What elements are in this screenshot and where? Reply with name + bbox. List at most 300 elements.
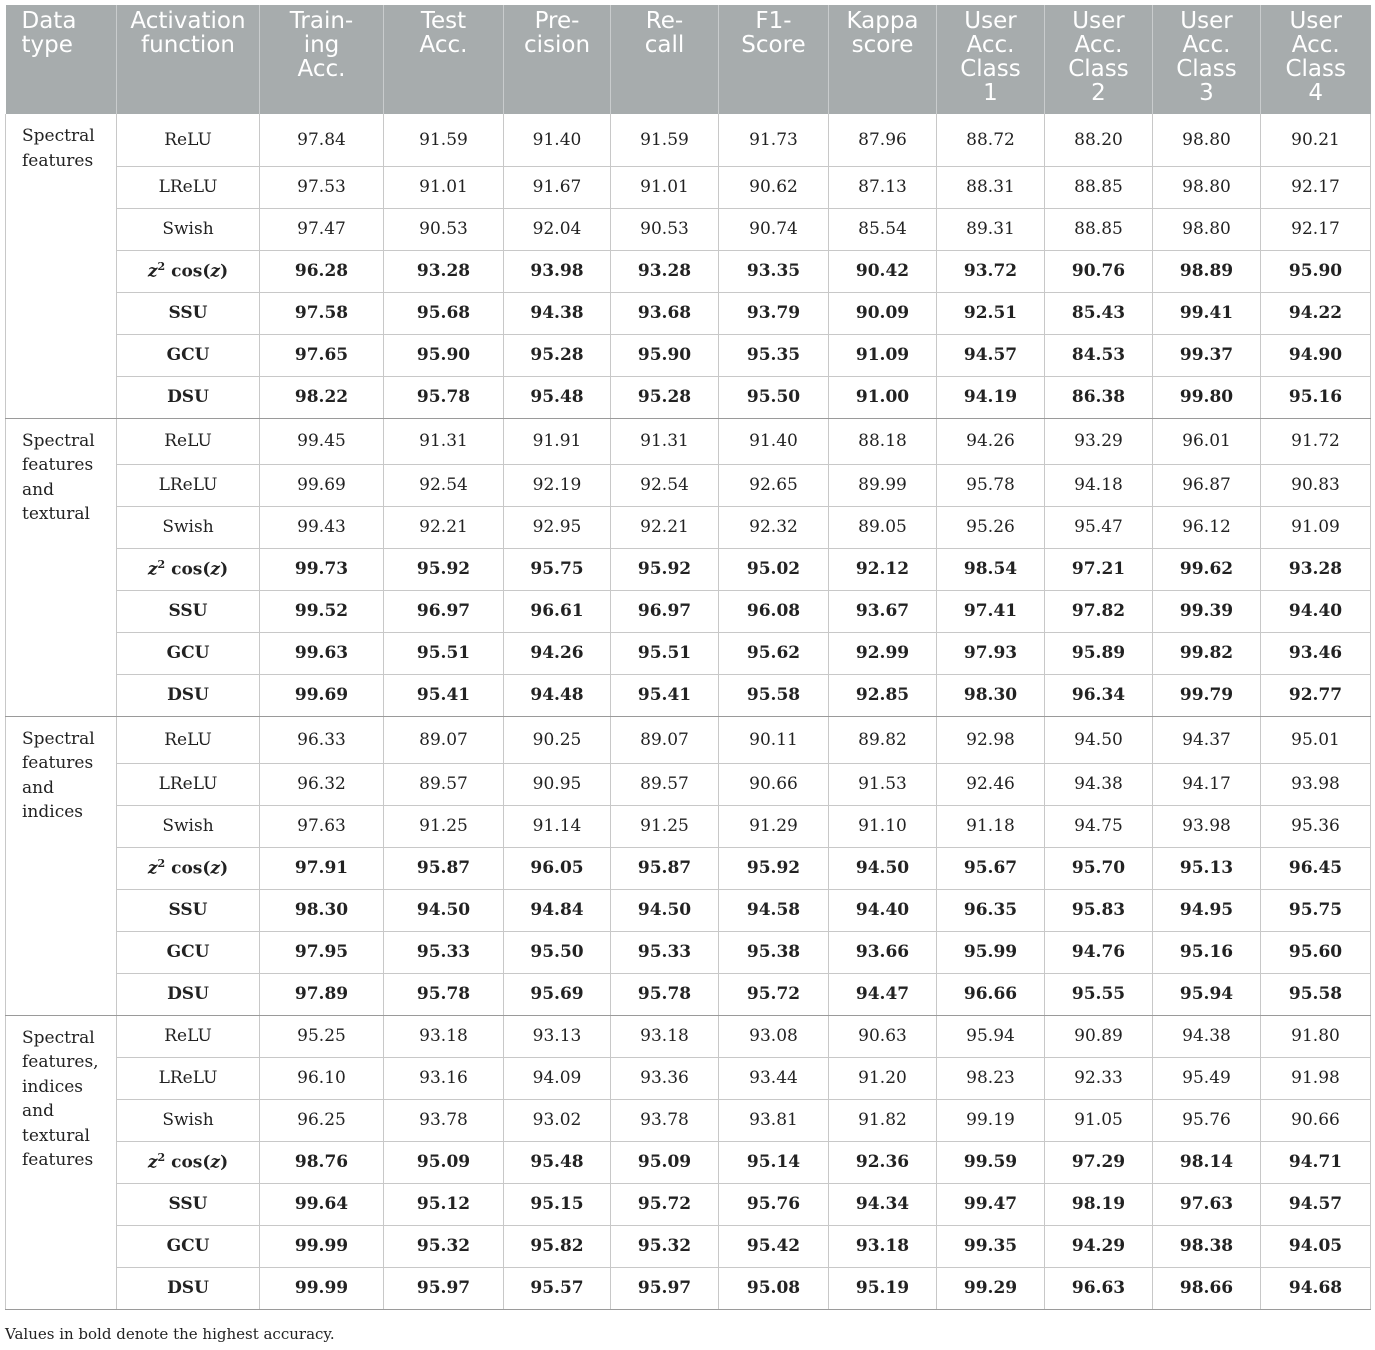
metric-value-cell: 93.18: [611, 1015, 719, 1057]
table-row: [6, 632, 1371, 674]
metric-value-cell: 93.28: [611, 250, 719, 292]
data-type-line: features: [22, 753, 94, 773]
data-type-line: indices: [22, 802, 84, 822]
activation-function-cell: Swish: [117, 805, 260, 847]
table-row: [6, 548, 1371, 590]
metric-value-cell: 91.14: [504, 805, 611, 847]
metric-value-cell: 98.19: [1045, 1183, 1153, 1225]
metric-value-cell: 95.82: [504, 1225, 611, 1267]
table-body: [6, 114, 1371, 1309]
table-row: [6, 418, 1371, 464]
table-row: [6, 973, 1371, 1015]
metric-value-cell: 99.19: [937, 1099, 1045, 1141]
column-header-line: 3: [1199, 80, 1214, 106]
metric-value-cell: 91.59: [384, 114, 504, 166]
activation-function-cell: SSU: [117, 590, 260, 632]
metric-value-cell: 91.67: [504, 166, 611, 208]
metric-value-cell: 95.99: [937, 931, 1045, 973]
metric-value-cell: 90.11: [719, 716, 829, 763]
metric-value-cell: 91.73: [719, 114, 829, 166]
metric-value-cell: 92.17: [1261, 166, 1371, 208]
metric-value-cell: 99.41: [1153, 292, 1261, 334]
metric-value-cell: 94.71: [1261, 1141, 1371, 1183]
metric-value-cell: 91.18: [937, 805, 1045, 847]
column-header: [260, 5, 384, 114]
metric-value-cell: 94.34: [829, 1183, 937, 1225]
table-row: [6, 1183, 1371, 1225]
data-type-cell: [6, 716, 117, 1015]
table-row: [6, 590, 1371, 632]
metric-value-cell: 96.45: [1261, 847, 1371, 889]
metric-value-cell: 95.25: [260, 1015, 384, 1057]
data-type-line: features: [22, 1150, 94, 1170]
metric-value-cell: 90.25: [504, 716, 611, 763]
metric-value-cell: 94.50: [829, 847, 937, 889]
column-header-line: Activation: [130, 8, 246, 34]
metric-value-cell: 92.51: [937, 292, 1045, 334]
column-header-line: Class: [1068, 56, 1129, 82]
activation-function-cell: GCU: [117, 1225, 260, 1267]
metric-value-cell: 99.39: [1153, 590, 1261, 632]
metric-value-cell: 92.19: [504, 464, 611, 506]
activation-function-cell: ReLU: [117, 1015, 260, 1057]
metric-value-cell: 99.82: [1153, 632, 1261, 674]
metric-value-cell: 97.89: [260, 973, 384, 1015]
metric-value-cell: 97.65: [260, 334, 384, 376]
metric-value-cell: 92.99: [829, 632, 937, 674]
metric-value-cell: 85.43: [1045, 292, 1153, 334]
metric-value-cell: 94.38: [504, 292, 611, 334]
metric-value-cell: 89.57: [384, 763, 504, 805]
metric-value-cell: 96.61: [504, 590, 611, 632]
metric-value-cell: 95.33: [611, 931, 719, 973]
table-row: [6, 250, 1371, 292]
metric-value-cell: 99.45: [260, 418, 384, 464]
metric-value-cell: 93.98: [1153, 805, 1261, 847]
metric-value-cell: 99.37: [1153, 334, 1261, 376]
metric-value-cell: 95.69: [504, 973, 611, 1015]
metric-value-cell: 92.54: [611, 464, 719, 506]
table-row: [6, 1141, 1371, 1183]
metric-value-cell: 99.99: [260, 1225, 384, 1267]
metric-value-cell: 96.97: [384, 590, 504, 632]
column-header-line: F1-: [755, 8, 792, 34]
metric-value-cell: 95.75: [504, 548, 611, 590]
table-row: [6, 1057, 1371, 1099]
metric-value-cell: 88.20: [1045, 114, 1153, 166]
metric-value-cell: 93.18: [384, 1015, 504, 1057]
data-type-line: textural: [22, 1125, 90, 1146]
metric-value-cell: 96.97: [611, 590, 719, 632]
metric-value-cell: 93.29: [1045, 418, 1153, 464]
data-type-line: features: [22, 455, 94, 475]
column-header-line: Class: [960, 56, 1021, 82]
metric-value-cell: 94.75: [1045, 805, 1153, 847]
metric-value-cell: 95.90: [1261, 250, 1371, 292]
metric-value-cell: 99.29: [937, 1267, 1045, 1309]
metric-value-cell: 84.53: [1045, 334, 1153, 376]
metric-value-cell: 99.69: [260, 464, 384, 506]
metric-value-cell: 99.79: [1153, 674, 1261, 716]
metric-value-cell: 93.28: [384, 250, 504, 292]
metric-value-cell: 97.21: [1045, 548, 1153, 590]
metric-value-cell: 95.92: [719, 847, 829, 889]
metric-value-cell: 98.80: [1153, 208, 1261, 250]
metric-value-cell: 94.57: [937, 334, 1045, 376]
data-type-line: textural: [22, 504, 90, 524]
data-type-line: and: [22, 777, 54, 798]
data-type-cell: [6, 418, 117, 716]
metric-value-cell: 95.36: [1261, 805, 1371, 847]
metric-value-cell: 99.80: [1153, 376, 1261, 418]
activation-function-cell: ReLU: [117, 716, 260, 763]
metric-value-cell: 94.19: [937, 376, 1045, 418]
metric-value-cell: 95.97: [611, 1267, 719, 1309]
metric-value-cell: 95.72: [719, 973, 829, 1015]
metric-value-cell: 93.98: [504, 250, 611, 292]
metric-value-cell: 95.16: [1153, 931, 1261, 973]
metric-value-cell: 93.02: [504, 1099, 611, 1141]
metric-value-cell: 95.55: [1045, 973, 1153, 1015]
metric-value-cell: 95.62: [719, 632, 829, 674]
column-header: [117, 5, 260, 114]
table-row: [6, 114, 1371, 166]
metric-value-cell: 91.40: [719, 418, 829, 464]
column-header-line: User: [964, 8, 1017, 34]
metric-value-cell: 92.12: [829, 548, 937, 590]
metric-value-cell: 96.32: [260, 763, 384, 805]
metric-value-cell: 95.13: [1153, 847, 1261, 889]
metric-value-cell: 95.60: [1261, 931, 1371, 973]
table-row: [6, 292, 1371, 334]
metric-value-cell: 95.15: [504, 1183, 611, 1225]
metric-value-cell: 95.32: [611, 1225, 719, 1267]
metric-value-cell: 94.09: [504, 1057, 611, 1099]
metric-value-cell: 95.94: [1153, 973, 1261, 1015]
metric-value-cell: 95.75: [1261, 889, 1371, 931]
metric-value-cell: 94.84: [504, 889, 611, 931]
table-row: [6, 1099, 1371, 1141]
metric-value-cell: 96.87: [1153, 464, 1261, 506]
activation-function-cell: GCU: [117, 931, 260, 973]
metric-value-cell: 94.90: [1261, 334, 1371, 376]
metric-value-cell: 95.09: [611, 1141, 719, 1183]
metric-value-cell: 94.38: [1045, 763, 1153, 805]
metric-value-cell: 97.47: [260, 208, 384, 250]
metric-value-cell: 95.32: [384, 1225, 504, 1267]
activation-function-cell: $z^2$ cos(z): [117, 250, 260, 292]
column-header-line: score: [851, 32, 914, 58]
table-row: [6, 506, 1371, 548]
metric-value-cell: 95.33: [384, 931, 504, 973]
metric-value-cell: 92.54: [384, 464, 504, 506]
metric-value-cell: 98.76: [260, 1141, 384, 1183]
table-row: [6, 376, 1371, 418]
metric-value-cell: 91.91: [504, 418, 611, 464]
metric-value-cell: 94.38: [1153, 1015, 1261, 1057]
activation-function-cell: LReLU: [117, 1057, 260, 1099]
metric-value-cell: 88.85: [1045, 166, 1153, 208]
table-row: [6, 334, 1371, 376]
activation-function-cell: LReLU: [117, 166, 260, 208]
metric-value-cell: 92.36: [829, 1141, 937, 1183]
metric-value-cell: 94.17: [1153, 763, 1261, 805]
metric-value-cell: 91.20: [829, 1057, 937, 1099]
metric-value-cell: 89.07: [384, 716, 504, 763]
metric-value-cell: 97.93: [937, 632, 1045, 674]
metric-value-cell: 87.96: [829, 114, 937, 166]
activation-function-cell: SSU: [117, 1183, 260, 1225]
column-header-line: User: [1289, 8, 1342, 34]
metric-value-cell: 98.80: [1153, 166, 1261, 208]
metric-value-cell: 96.63: [1045, 1267, 1153, 1309]
metric-value-cell: 95.16: [1261, 376, 1371, 418]
metric-value-cell: 95.47: [1045, 506, 1153, 548]
metric-value-cell: 90.74: [719, 208, 829, 250]
table-row: [6, 763, 1371, 805]
activation-function-cell: Swish: [117, 506, 260, 548]
metric-value-cell: 91.80: [1261, 1015, 1371, 1057]
metric-value-cell: 96.66: [937, 973, 1045, 1015]
metric-value-cell: 97.58: [260, 292, 384, 334]
metric-value-cell: 95.76: [1153, 1099, 1261, 1141]
metric-value-cell: 88.18: [829, 418, 937, 464]
metric-value-cell: 98.23: [937, 1057, 1045, 1099]
metric-value-cell: 95.97: [384, 1267, 504, 1309]
metric-value-cell: 89.31: [937, 208, 1045, 250]
metric-value-cell: 89.07: [611, 716, 719, 763]
metric-value-cell: 89.57: [611, 763, 719, 805]
column-header-line: Train-: [289, 8, 354, 34]
column-header: [611, 5, 719, 114]
column-header-line: Re-: [645, 8, 684, 34]
data-type-line: and: [22, 479, 54, 500]
metric-value-cell: 93.35: [719, 250, 829, 292]
metric-value-cell: 98.30: [260, 889, 384, 931]
activation-function-cell: LReLU: [117, 763, 260, 805]
metric-value-cell: 94.26: [504, 632, 611, 674]
metric-value-cell: 96.08: [719, 590, 829, 632]
metric-value-cell: 95.35: [719, 334, 829, 376]
metric-value-cell: 88.72: [937, 114, 1045, 166]
metric-value-cell: 92.46: [937, 763, 1045, 805]
metric-value-cell: 88.31: [937, 166, 1045, 208]
metric-value-cell: 92.95: [504, 506, 611, 548]
column-header-line: Acc.: [1182, 32, 1231, 58]
metric-value-cell: 91.10: [829, 805, 937, 847]
activation-function-cell: $z^2$ cos(z): [117, 847, 260, 889]
metric-value-cell: 90.21: [1261, 114, 1371, 166]
metric-value-cell: 91.82: [829, 1099, 937, 1141]
metric-value-cell: 92.65: [719, 464, 829, 506]
metric-value-cell: 93.46: [1261, 632, 1371, 674]
table-footnote: Values in bold denote the highest accuracy.: [5, 1325, 335, 1343]
activation-function-cell: DSU: [117, 674, 260, 716]
activation-function-cell: Swish: [117, 1099, 260, 1141]
metric-value-cell: 96.28: [260, 250, 384, 292]
metric-value-cell: 94.29: [1045, 1225, 1153, 1267]
metric-value-cell: 93.66: [829, 931, 937, 973]
column-header: [384, 5, 504, 114]
metric-value-cell: 90.62: [719, 166, 829, 208]
activation-function-cell: ReLU: [117, 418, 260, 464]
table-row: [6, 889, 1371, 931]
metric-value-cell: 99.63: [260, 632, 384, 674]
metric-value-cell: 92.33: [1045, 1057, 1153, 1099]
metric-value-cell: 90.53: [611, 208, 719, 250]
metric-value-cell: 97.41: [937, 590, 1045, 632]
metric-value-cell: 93.44: [719, 1057, 829, 1099]
metric-value-cell: 95.83: [1045, 889, 1153, 931]
table-row: [6, 716, 1371, 763]
metric-value-cell: 93.13: [504, 1015, 611, 1057]
metric-value-cell: 95.51: [611, 632, 719, 674]
metric-value-cell: 93.67: [829, 590, 937, 632]
metric-value-cell: 99.43: [260, 506, 384, 548]
column-header: [937, 5, 1045, 114]
activation-function-cell: DSU: [117, 1267, 260, 1309]
metric-value-cell: 96.35: [937, 889, 1045, 931]
metric-value-cell: 93.81: [719, 1099, 829, 1141]
metric-value-cell: 91.01: [384, 166, 504, 208]
column-header-line: Class: [1176, 56, 1237, 82]
metric-value-cell: 93.16: [384, 1057, 504, 1099]
metric-value-cell: 95.90: [384, 334, 504, 376]
metric-value-cell: 98.89: [1153, 250, 1261, 292]
metric-value-cell: 91.98: [1261, 1057, 1371, 1099]
column-header-line: type: [21, 32, 73, 58]
metric-value-cell: 99.59: [937, 1141, 1045, 1183]
metric-value-cell: 95.78: [384, 376, 504, 418]
metric-value-cell: 90.89: [1045, 1015, 1153, 1057]
metric-value-cell: 95.50: [504, 931, 611, 973]
metric-value-cell: 99.64: [260, 1183, 384, 1225]
metric-value-cell: 95.28: [504, 334, 611, 376]
column-header-line: Acc.: [1291, 32, 1340, 58]
metric-value-cell: 98.54: [937, 548, 1045, 590]
metric-value-cell: 98.66: [1153, 1267, 1261, 1309]
metric-value-cell: 95.68: [384, 292, 504, 334]
metric-value-cell: 94.47: [829, 973, 937, 1015]
metric-value-cell: 95.01: [1261, 716, 1371, 763]
column-header-line: Data: [21, 8, 77, 34]
activation-function-cell: DSU: [117, 973, 260, 1015]
metric-value-cell: 92.21: [384, 506, 504, 548]
column-header-line: Class: [1285, 56, 1346, 82]
data-type-cell: [6, 1015, 117, 1309]
metric-value-cell: 97.29: [1045, 1141, 1153, 1183]
metric-value-cell: 90.42: [829, 250, 937, 292]
metric-value-cell: 99.69: [260, 674, 384, 716]
metric-value-cell: 98.30: [937, 674, 1045, 716]
metric-value-cell: 91.31: [384, 418, 504, 464]
metric-value-cell: 97.91: [260, 847, 384, 889]
column-header-line: 2: [1091, 80, 1106, 106]
table-row: [6, 208, 1371, 250]
metric-value-cell: 97.82: [1045, 590, 1153, 632]
metric-value-cell: 95.57: [504, 1267, 611, 1309]
metric-value-cell: 98.38: [1153, 1225, 1261, 1267]
column-header: [1261, 5, 1371, 114]
activation-function-cell: $z^2$ cos(z): [117, 548, 260, 590]
metric-value-cell: 94.68: [1261, 1267, 1371, 1309]
activation-function-cell: LReLU: [117, 464, 260, 506]
metric-value-cell: 90.66: [719, 763, 829, 805]
metric-value-cell: 97.63: [260, 805, 384, 847]
metric-value-cell: 95.48: [504, 1141, 611, 1183]
metric-value-cell: 92.21: [611, 506, 719, 548]
metric-value-cell: 94.50: [1045, 716, 1153, 763]
metric-value-cell: 91.01: [611, 166, 719, 208]
metric-value-cell: 94.50: [611, 889, 719, 931]
data-type-line: features: [22, 150, 94, 171]
metric-value-cell: 95.89: [1045, 632, 1153, 674]
metric-value-cell: 94.57: [1261, 1183, 1371, 1225]
column-header-line: 1: [983, 80, 998, 106]
metric-value-cell: 95.67: [937, 847, 1045, 889]
metric-value-cell: 94.05: [1261, 1225, 1371, 1267]
metric-value-cell: 95.92: [384, 548, 504, 590]
metric-value-cell: 93.28: [1261, 548, 1371, 590]
metric-value-cell: 97.95: [260, 931, 384, 973]
metric-value-cell: 91.72: [1261, 418, 1371, 464]
metric-value-cell: 97.84: [260, 114, 384, 166]
metric-value-cell: 93.08: [719, 1015, 829, 1057]
metric-value-cell: 93.98: [1261, 763, 1371, 805]
metric-value-cell: 95.76: [719, 1183, 829, 1225]
metric-value-cell: 96.25: [260, 1099, 384, 1141]
data-type-line: Spectral: [22, 1027, 95, 1048]
metric-value-cell: 95.41: [384, 674, 504, 716]
activation-function-cell: $z^2$ cos(z): [117, 1141, 260, 1183]
metric-value-cell: 91.53: [829, 763, 937, 805]
metric-value-cell: 90.53: [384, 208, 504, 250]
metric-value-cell: 90.63: [829, 1015, 937, 1057]
column-header-line: call: [644, 32, 685, 58]
metric-value-cell: 91.29: [719, 805, 829, 847]
metric-value-cell: 96.12: [1153, 506, 1261, 548]
activation-function-cell: SSU: [117, 889, 260, 931]
metric-value-cell: 92.77: [1261, 674, 1371, 716]
header-row: [6, 5, 1371, 114]
metric-value-cell: 95.72: [611, 1183, 719, 1225]
metric-value-cell: 98.14: [1153, 1141, 1261, 1183]
metric-value-cell: 95.48: [504, 376, 611, 418]
metric-value-cell: 95.94: [937, 1015, 1045, 1057]
metric-value-cell: 99.52: [260, 590, 384, 632]
metric-value-cell: 96.05: [504, 847, 611, 889]
column-header-line: Kappa: [846, 8, 919, 34]
metric-value-cell: 95.87: [384, 847, 504, 889]
column-header-line: User: [1180, 8, 1233, 34]
table-row: [6, 1225, 1371, 1267]
column-header: [504, 5, 611, 114]
column-header-line: Score: [741, 32, 806, 58]
metric-value-cell: 95.78: [611, 973, 719, 1015]
table-row: [6, 847, 1371, 889]
table-row: [6, 805, 1371, 847]
metric-value-cell: 92.98: [937, 716, 1045, 763]
metric-value-cell: 94.50: [384, 889, 504, 931]
metric-value-cell: 95.12: [384, 1183, 504, 1225]
metric-value-cell: 95.87: [611, 847, 719, 889]
metric-value-cell: 95.19: [829, 1267, 937, 1309]
metric-value-cell: 95.58: [719, 674, 829, 716]
metric-value-cell: 95.08: [719, 1267, 829, 1309]
column-header-line: Acc.: [966, 32, 1015, 58]
metric-value-cell: 94.37: [1153, 716, 1261, 763]
metric-value-cell: 95.50: [719, 376, 829, 418]
